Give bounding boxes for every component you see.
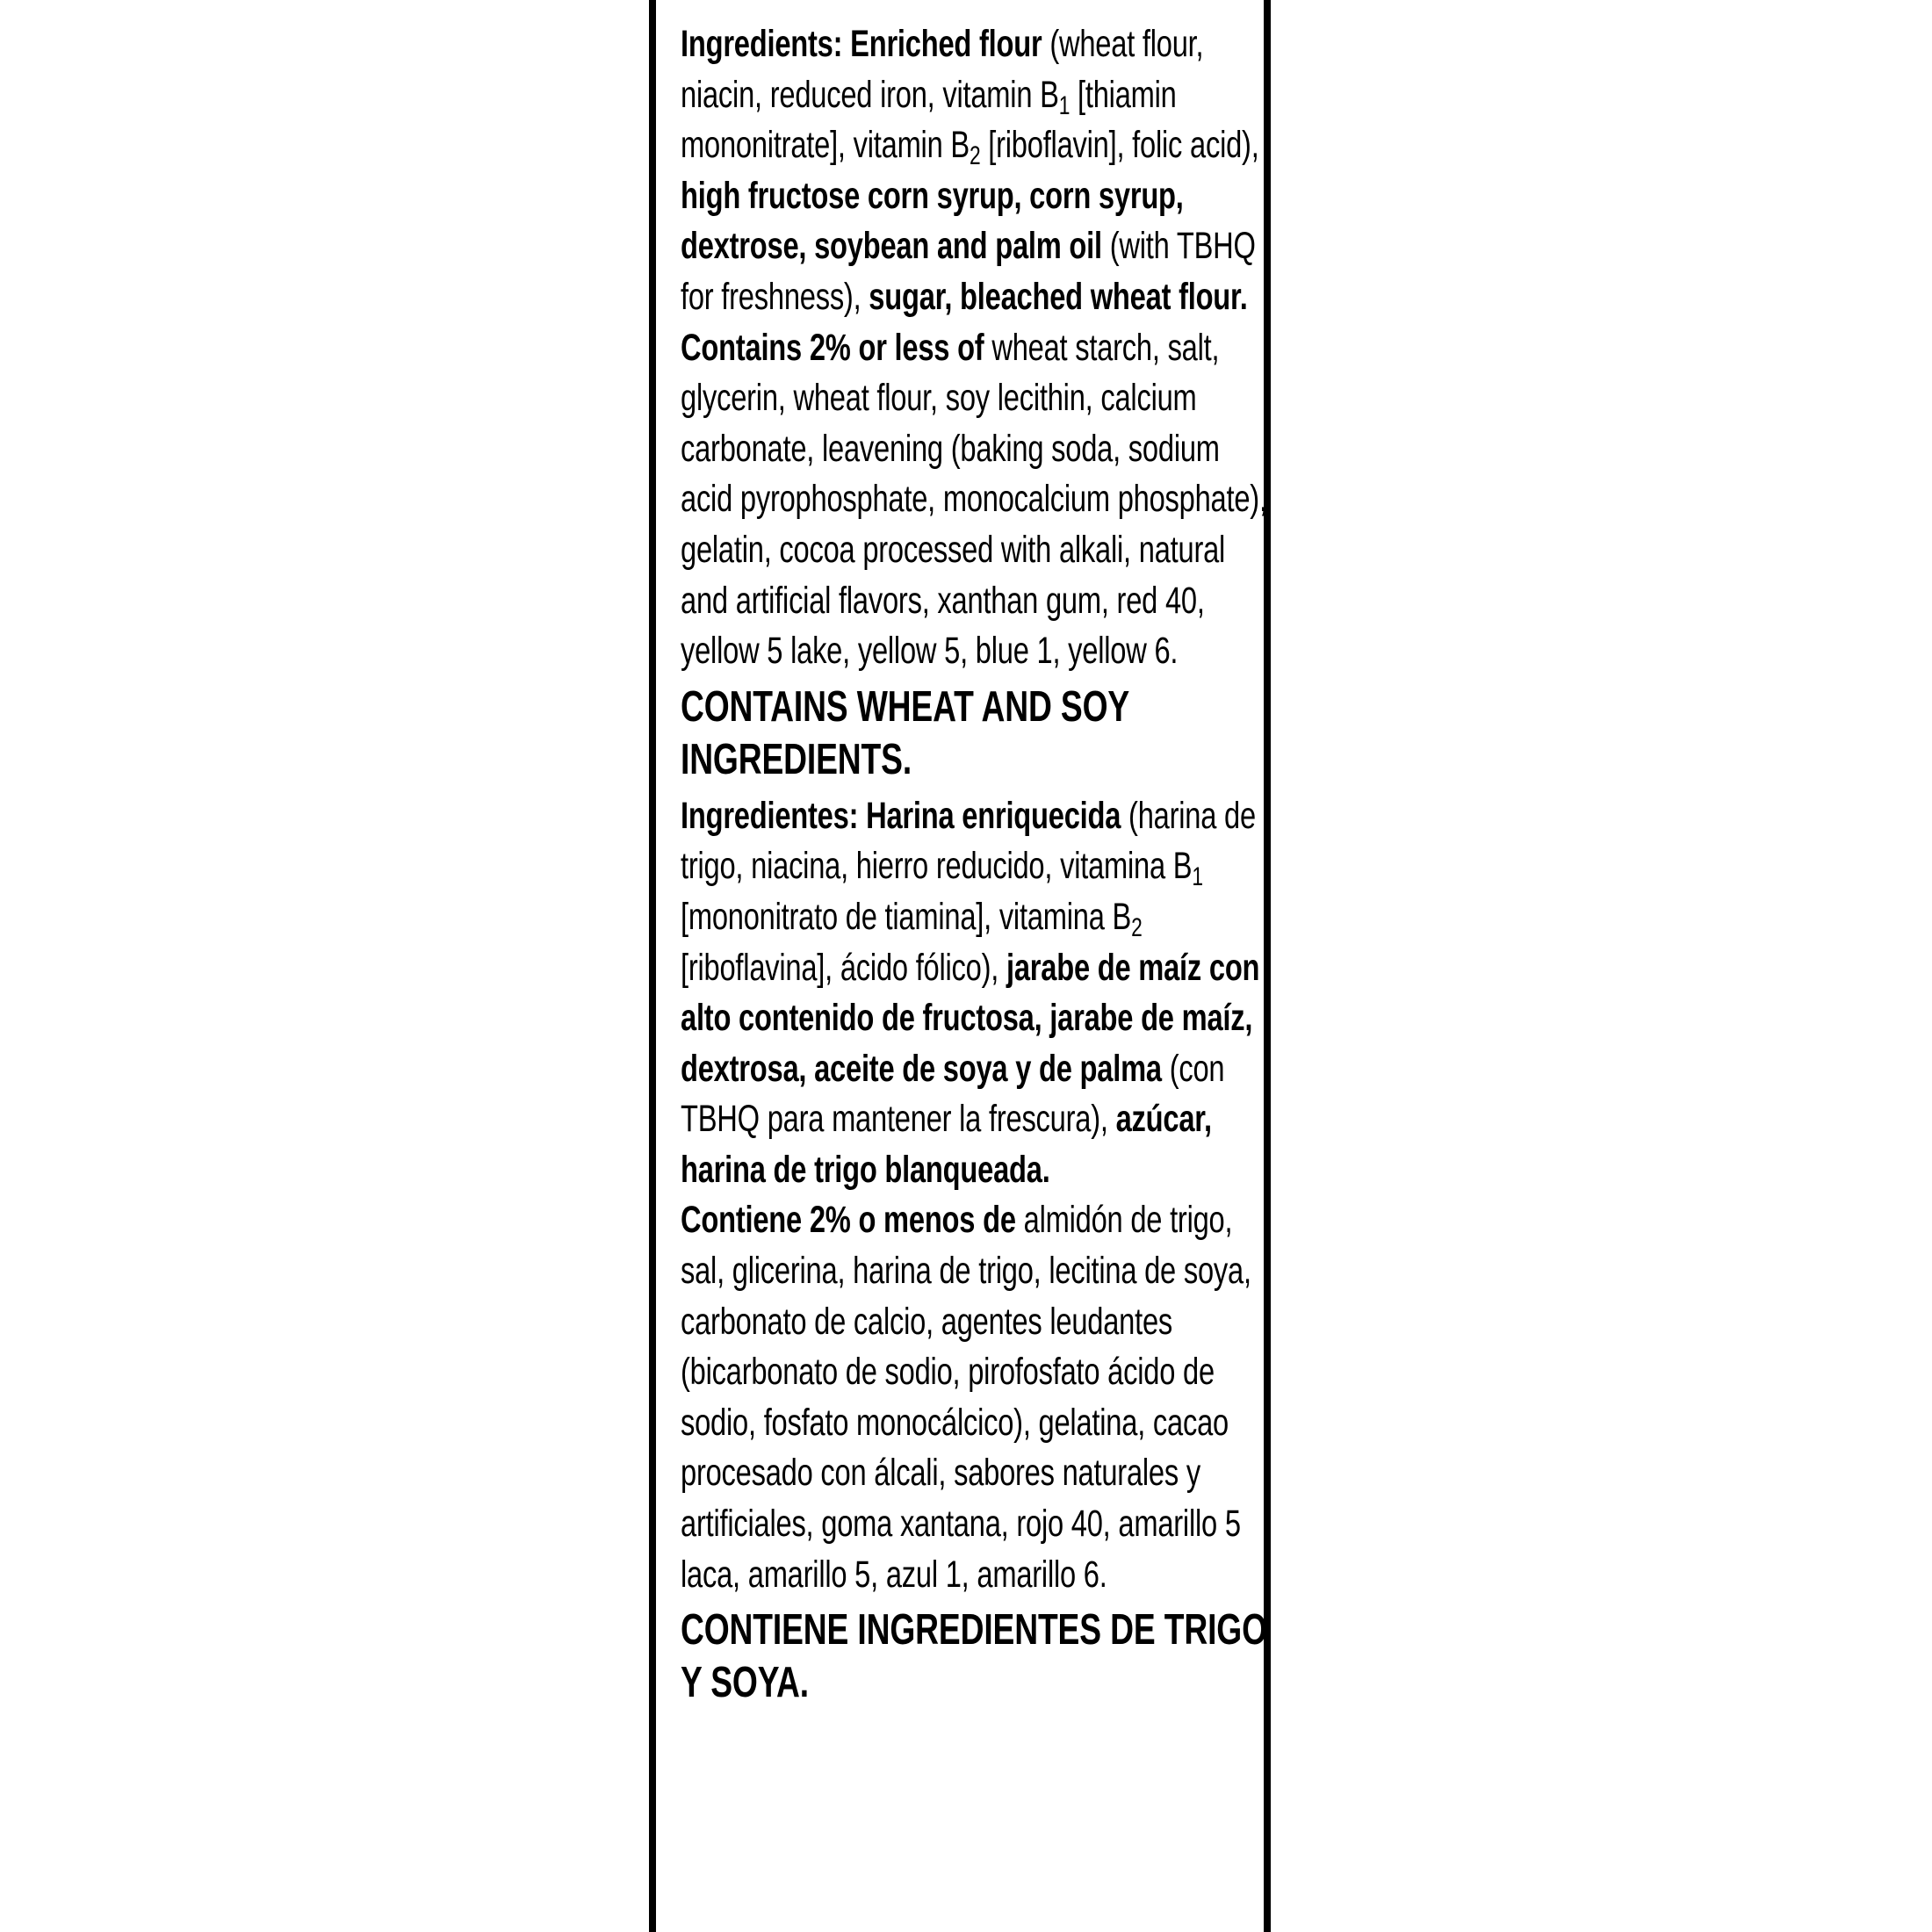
english-ingredient-syrups-oils: high fructose corn syrup, corn syrup, dextrose, soybean and palm oil xyxy=(681,174,1184,268)
spanish-ingredient-text: (con TBHQ para mantener la frescura), xyxy=(681,1047,1225,1141)
english-contains-paragraph xyxy=(681,323,1268,677)
english-b2-subscript: 2 xyxy=(969,141,981,171)
spanish-ingredients-paragraph xyxy=(681,791,1268,1196)
spanish-ingredient-text: [riboflavina], ácido fólico), xyxy=(681,946,1006,989)
spanish-b2-subscript: 2 xyxy=(1131,912,1143,942)
spanish-b1-subscript: 1 xyxy=(1192,862,1203,892)
spanish-ingredient-sugar-flour: azúcar, harina de trigo blanqueada. xyxy=(681,1098,1212,1191)
english-b1-subscript: 1 xyxy=(1058,90,1071,120)
spanish-contains-paragraph xyxy=(681,1195,1268,1600)
english-ingredient-text: [riboflavin], folic acid), xyxy=(980,124,1259,167)
english-contains-heading: Contains 2% or less of xyxy=(681,326,984,369)
english-ingredient-text: (with TBHQ for freshness), xyxy=(681,225,1256,318)
spanish-ingredients-heading: Ingredientes: xyxy=(681,794,859,837)
english-contains-text: wheat starch, salt, glycerin, wheat flour, soy lecithin, calcium carbonate, leavening (baking soda, sodium acid pyrophosphate, monocalcium phosphate), gelatin, cocoa processed with alkali, natural and artificial flavors, xanthan gum, red 40, yellow 5 lake, yellow 5, blue 1, yellow 6. xyxy=(681,326,1267,673)
spanish-ingredient-text: [mononitrato de tiamina], vitamina B xyxy=(681,895,1132,938)
english-ingredient-text: [thiamin mononitrate], vitamin B xyxy=(681,73,1177,167)
ingredients-label-panel xyxy=(649,0,1271,1932)
spanish-contains-text: almidón de trigo, sal, glicerina, harina de trigo, lecitina de soya, carbonato de calcio, agentes leudantes (bicarbonato de sodio, pirofosfato ácido de sodio, fosfato monocálcico), gelatina, cacao procesado con álcali, sabores naturales y artificiales, goma xantana, rojo 40, amarillo 5 laca, amarillo 5, azul 1, amarillo 6. xyxy=(681,1199,1251,1596)
english-allergen-statement: CONTAINS WHEAT AND SOY INGREDIENTS. xyxy=(681,682,1129,783)
spanish-ingredient-syrups-oils: jarabe de maíz con alto contenido de fructosa, jarabe de maíz, dextrosa, aceite de soya y de palma xyxy=(681,946,1260,1090)
english-ingredients-paragraph xyxy=(681,19,1268,323)
english-ingredient-text: (wheat flour, niacin, reduced iron, vitamin B xyxy=(681,23,1204,116)
spanish-ingredient-text: (harina de trigo, niacina, hierro reducido, vitamina B xyxy=(681,794,1256,888)
english-ingredient-sugar-flour: sugar, bleached wheat flour. xyxy=(869,275,1248,318)
spanish-allergen-statement: CONTIENE INGREDIENTES DE TRIGO Y SOYA. xyxy=(681,1606,1267,1707)
english-ingredients-heading: Ingredients: xyxy=(681,23,843,65)
spanish-ingredient-enriched-flour: Harina enriquecida xyxy=(858,794,1121,837)
spanish-contains-heading: Contiene 2% o menos de xyxy=(681,1199,1016,1242)
ingredients-label-content xyxy=(681,19,1268,1714)
english-ingredient-enriched-flour: Enriched flour xyxy=(842,23,1042,65)
